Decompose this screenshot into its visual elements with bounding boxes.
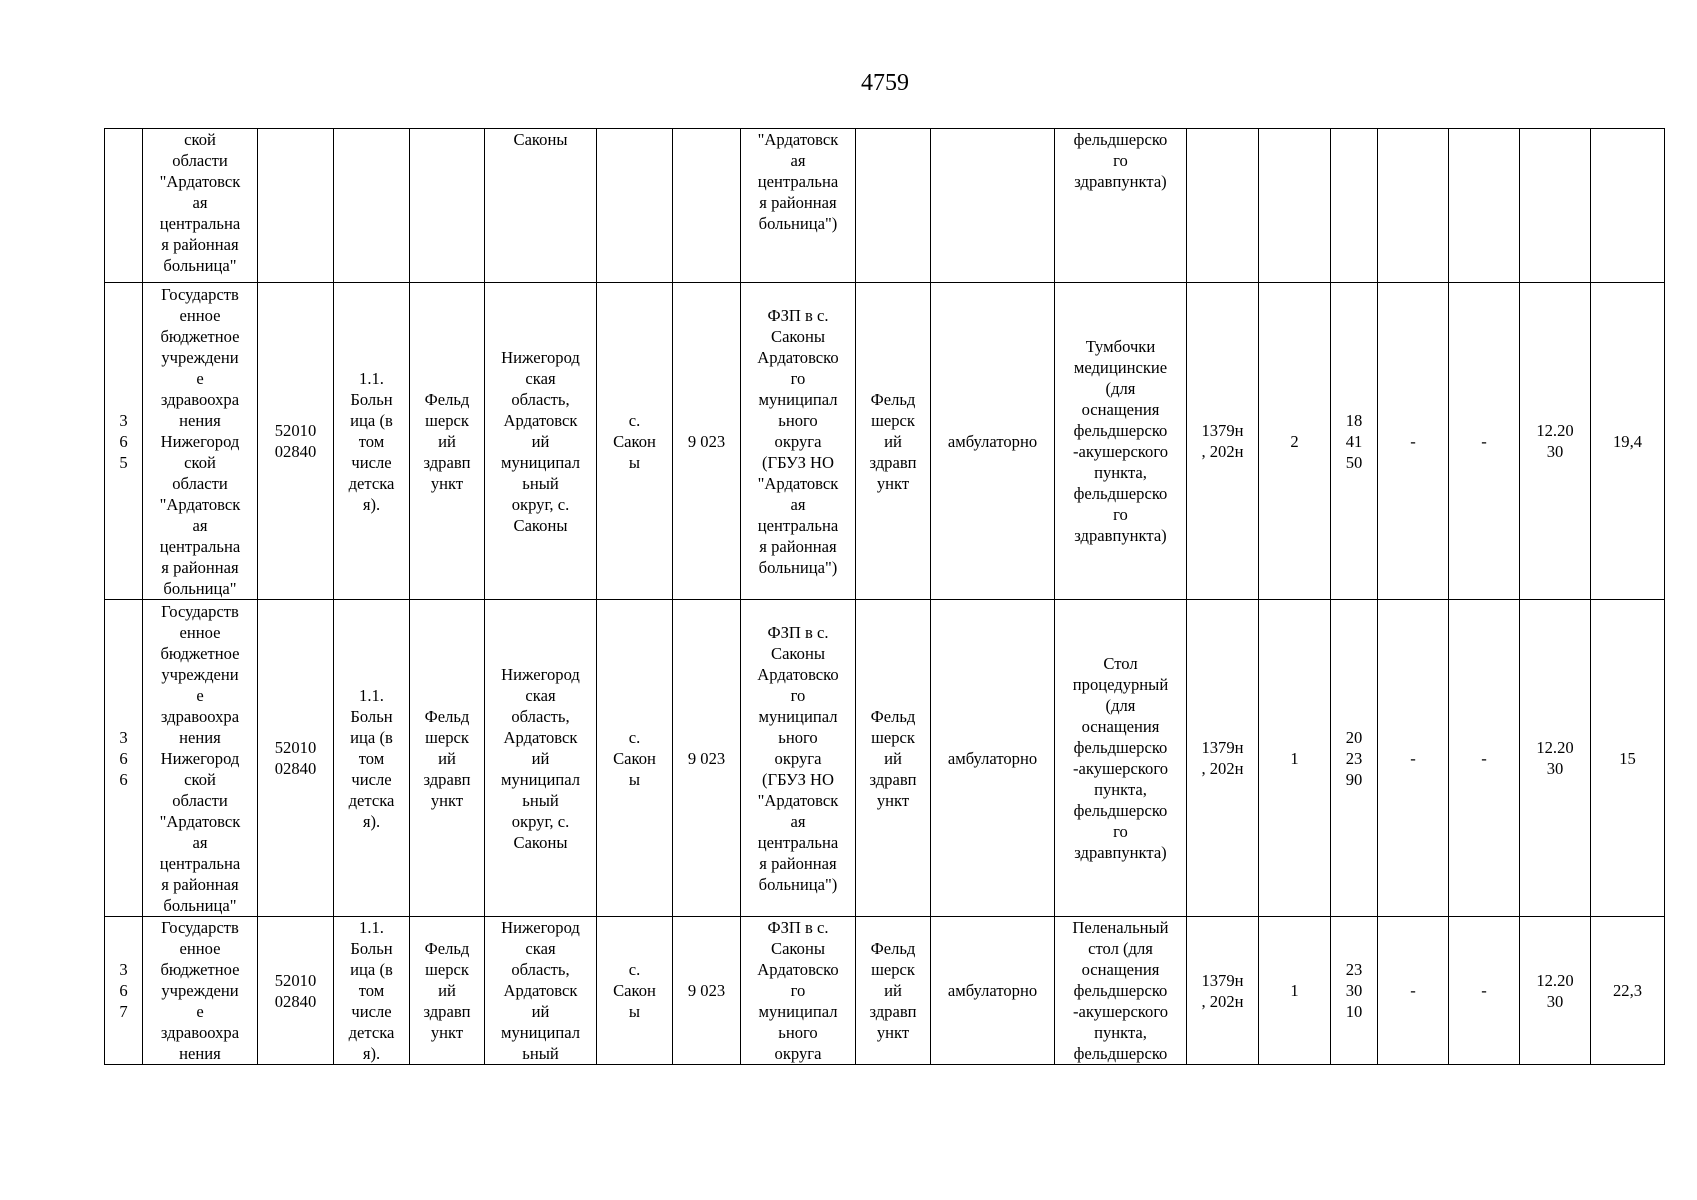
unit-cell: Фельд шерск ий здравп ункт xyxy=(410,600,485,917)
date-cell: 12.20 30 xyxy=(1520,600,1591,917)
object-type-cell: Фельд шерск ий здравп ункт xyxy=(856,283,931,600)
code-cell: 18 41 50 xyxy=(1331,283,1378,600)
page-number: 4759 xyxy=(861,70,909,96)
population-cell: 9 023 xyxy=(673,283,741,600)
code-cell: 23 30 10 xyxy=(1331,917,1378,1065)
unit-cell: Фельд шерск ий здравп ункт xyxy=(410,917,485,1065)
column-c2-cell: - xyxy=(1449,917,1520,1065)
address-cell: Нижегород ская область, Ардатовск ий муниципал ьный xyxy=(485,917,597,1065)
quantity-cell: 1 xyxy=(1259,600,1331,917)
organization-cell: ской области "Ардатовск ая центральна я районная больница" xyxy=(143,129,258,283)
settlement-cell: с. Сакон ы xyxy=(597,600,673,917)
table-row xyxy=(105,600,1665,917)
inn-cell: 52010 02840 xyxy=(258,600,334,917)
population-cell: 9 023 xyxy=(673,600,741,917)
facility-type-cell: 1.1. Больн ица (в том числе детска я). xyxy=(334,283,410,600)
organization-cell: Государств енное бюджетное учреждени е здравоохра нения Нижегород ской области "Ардатовск ая центральна я районная больница" xyxy=(143,283,258,600)
price-cell xyxy=(1591,129,1665,283)
unit-cell xyxy=(410,129,485,283)
price-cell: 15 xyxy=(1591,600,1665,917)
inn-cell: 52010 02840 xyxy=(258,917,334,1065)
equipment-cell: Тумбочки медицинские (для оснащения фельдшерско -акушерского пункта, фельдшерско го здравпункта) xyxy=(1055,283,1187,600)
object-cell: ФЗП в с. Саконы Ардатовско го муниципал ьного округа xyxy=(741,917,856,1065)
care-cell: амбулаторно xyxy=(931,917,1055,1065)
column-c2-cell xyxy=(1449,129,1520,283)
column-c1-cell: - xyxy=(1378,600,1449,917)
column-c1-cell xyxy=(1378,129,1449,283)
order-cell xyxy=(1187,129,1259,283)
order-cell: 1379н , 202н xyxy=(1187,600,1259,917)
row-number-cell xyxy=(105,129,143,283)
object-cell: "Ардатовск ая центральна я районная больница") xyxy=(741,129,856,283)
quantity-cell: 2 xyxy=(1259,283,1331,600)
order-cell: 1379н , 202н xyxy=(1187,283,1259,600)
settlement-cell: с. Сакон ы xyxy=(597,917,673,1065)
object-type-cell: Фельд шерск ий здравп ункт xyxy=(856,917,931,1065)
unit-cell: Фельд шерск ий здравп ункт xyxy=(410,283,485,600)
object-type-cell: Фельд шерск ий здравп ункт xyxy=(856,600,931,917)
population-cell: 9 023 xyxy=(673,917,741,1065)
code-cell: 20 23 90 xyxy=(1331,600,1378,917)
column-c2-cell: - xyxy=(1449,283,1520,600)
quantity-cell xyxy=(1259,129,1331,283)
code-cell xyxy=(1331,129,1378,283)
care-cell: амбулаторно xyxy=(931,600,1055,917)
date-cell: 12.20 30 xyxy=(1520,917,1591,1065)
inn-cell xyxy=(258,129,334,283)
address-cell: Нижегород ская область, Ардатовск ий муниципал ьный округ, с. Саконы xyxy=(485,600,597,917)
row-number-cell: 3 6 5 xyxy=(105,283,143,600)
price-cell: 19,4 xyxy=(1591,283,1665,600)
facility-type-cell xyxy=(334,129,410,283)
row-number-cell: 3 6 6 xyxy=(105,600,143,917)
equipment-cell: Пеленальный стол (для оснащения фельдшерско -акушерского пункта, фельдшерско xyxy=(1055,917,1187,1065)
facility-type-cell: 1.1. Больн ица (в том числе детска я). xyxy=(334,917,410,1065)
inn-cell: 52010 02840 xyxy=(258,283,334,600)
quantity-cell: 1 xyxy=(1259,917,1331,1065)
address-cell: Саконы xyxy=(485,129,597,283)
organization-cell: Государств енное бюджетное учреждени е здравоохра нения xyxy=(143,917,258,1065)
column-c1-cell: - xyxy=(1378,283,1449,600)
equipment-cell: Стол процедурный (для оснащения фельдшерско -акушерского пункта, фельдшерско го здравпункта) xyxy=(1055,600,1187,917)
price-cell: 22,3 xyxy=(1591,917,1665,1065)
order-cell: 1379н , 202н xyxy=(1187,917,1259,1065)
care-cell: амбулаторно xyxy=(931,283,1055,600)
row-number-cell: 3 6 7 xyxy=(105,917,143,1065)
object-cell: ФЗП в с. Саконы Ардатовско го муниципал ьного округа (ГБУЗ НО "Ардатовск ая центральна я районная больница") xyxy=(741,600,856,917)
object-cell: ФЗП в с. Саконы Ардатовско го муниципал ьного округа (ГБУЗ НО "Ардатовск ая центральна я районная больница") xyxy=(741,283,856,600)
equipment-cell: фельдшерско го здравпункта) xyxy=(1055,129,1187,283)
date-cell: 12.20 30 xyxy=(1520,283,1591,600)
column-c1-cell: - xyxy=(1378,917,1449,1065)
column-c2-cell: - xyxy=(1449,600,1520,917)
object-type-cell xyxy=(856,129,931,283)
facility-type-cell: 1.1. Больн ица (в том числе детска я). xyxy=(334,600,410,917)
table-row xyxy=(105,129,1665,283)
address-cell: Нижегород ская область, Ардатовск ий муниципал ьный округ, с. Саконы xyxy=(485,283,597,600)
settlement-cell: с. Сакон ы xyxy=(597,283,673,600)
settlement-cell xyxy=(597,129,673,283)
population-cell xyxy=(673,129,741,283)
date-cell xyxy=(1520,129,1591,283)
table-row xyxy=(105,283,1665,600)
care-cell xyxy=(931,129,1055,283)
equipment-table xyxy=(104,128,1665,1065)
table-row xyxy=(105,917,1665,1065)
organization-cell: Государств енное бюджетное учреждени е здравоохра нения Нижегород ской области "Ардатовск ая центральна я районная больница" xyxy=(143,600,258,917)
